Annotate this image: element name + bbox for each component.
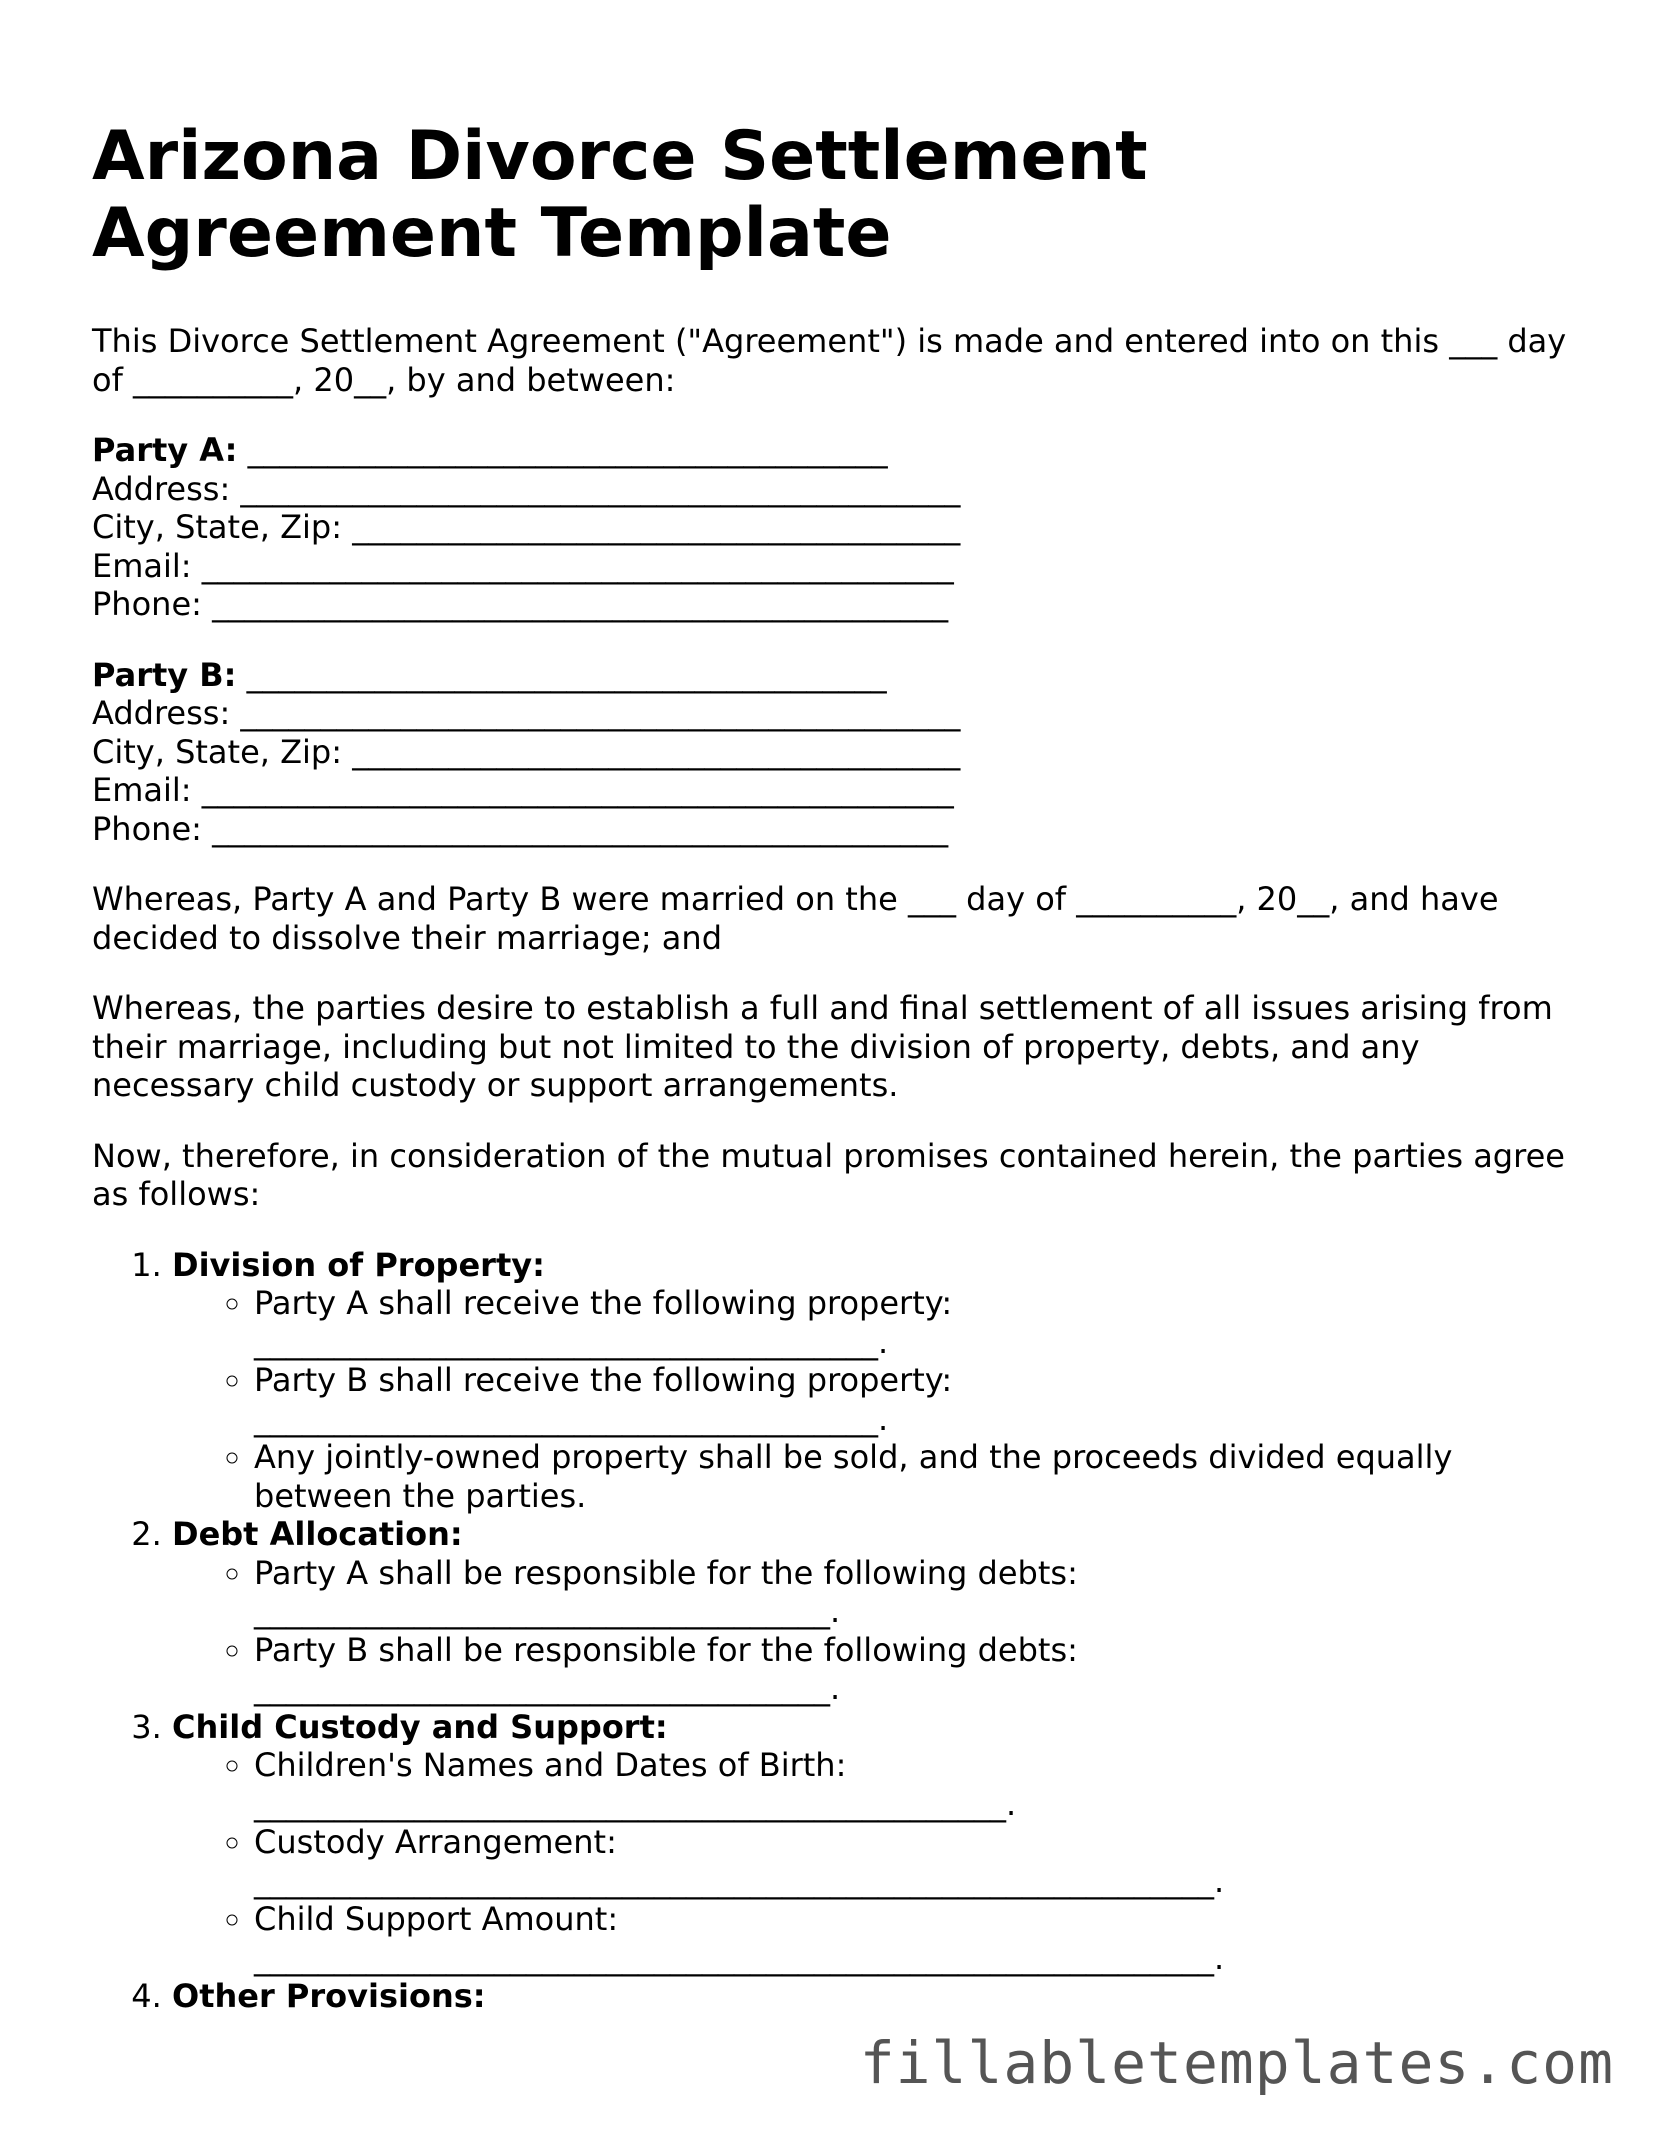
party-a-address-line: Address: _____________________________________________ [92,469,961,508]
section-title: Division of Property: [172,1245,545,1284]
item-text: Party B shall receive the following property: [254,1361,953,1399]
party-a-label: Party A: [92,431,238,469]
document-page [92,118,1572,2016]
list-item [254,1361,1572,1438]
item-text: Party A shall be responsible for the following debts: [254,1553,1078,1592]
party-b-name-line [92,656,1572,695]
party-b-city-line: City, State, Zip: ______________________________________ [92,732,961,771]
list-item [254,1438,1572,1515]
section-title: Other Provisions: [172,1977,486,2015]
party-b-block [92,656,1572,849]
section-title: Child Custody and Support: [172,1707,668,1746]
section-child-custody-support [172,1708,1572,1978]
party-a-name-blank: ________________________________________ [247,431,888,469]
list-item [254,1284,1572,1361]
whereas-marriage-paragraph: Whereas, Party A and Party B were married on the ___ day of __________, 20__, and have decided to dissolve their marriage; and [92,880,1499,957]
item-blank: ____________________________________. [254,1592,841,1630]
item-text: Child Support Amount: [254,1900,619,1938]
section-debt-allocation [172,1515,1572,1708]
item-blank: ____________________________________________________________. [254,1861,1225,1900]
section-title: Debt Allocation: [172,1515,463,1553]
party-a-city-line: City, State, Zip: ______________________________________ [92,508,961,546]
whereas-settlement-paragraph: Whereas, the parties desire to establish a full and final settlement of all issues arising from their marriage, including but not limited to the division of property, debts, and any necessary child custody or support arrangements. [92,989,1553,1104]
item-text: Custody Arrangement: [254,1823,617,1861]
watermark-text: fillabletemplates.com [859,2029,1614,2097]
list-item [254,1746,1572,1823]
party-a-block [92,431,1572,624]
intro-paragraph: This Divorce Settlement Agreement ("Agreement") is made and entered into on this ___ day of __________, 20__, by and between: [92,322,1567,399]
item-blank: _______________________________________. [254,1322,889,1361]
party-b-email-line: Email: _______________________________________________ [92,771,954,809]
section-items [172,1284,1572,1515]
item-blank: _______________________________________________. [254,1784,1017,1823]
agreement-sections-list [92,1246,1572,2016]
list-item [254,1554,1572,1631]
item-text: Any jointly-owned property shall be sold, and the proceeds divided equally between the parties. [254,1438,1453,1515]
item-text: Party B shall be responsible for the following debts: [254,1630,1078,1669]
item-blank: ____________________________________________________________. [254,1938,1225,1977]
party-b-label: Party B: [92,655,237,694]
list-item [254,1631,1572,1708]
document-title: Arizona Divorce Settlement Agreement Template [92,117,1148,273]
party-a-email-line: Email: _______________________________________________ [92,546,954,585]
party-b-address-line: Address: _____________________________________________ [92,694,961,732]
item-text: Party A shall receive the following property: [254,1284,953,1322]
item-blank: _______________________________________. [254,1399,889,1438]
section-items [172,1554,1572,1708]
section-items [172,1746,1572,1977]
party-a-phone-line: Phone: ______________________________________________ [92,585,949,623]
section-division-of-property [172,1246,1572,1516]
party-a-name-line [92,431,1572,470]
item-blank: ____________________________________. [254,1669,841,1707]
party-b-name-blank: ________________________________________ [246,655,887,694]
party-b-phone-line: Phone: ______________________________________________ [92,809,949,848]
item-text: Children's Names and Dates of Birth: [254,1746,847,1784]
section-other-provisions [172,1977,1572,2016]
list-item [254,1823,1572,1900]
list-item [254,1900,1572,1977]
now-therefore-paragraph: Now, therefore, in consideration of the mutual promises contained herein, the parties agree as follows: [92,1136,1565,1213]
